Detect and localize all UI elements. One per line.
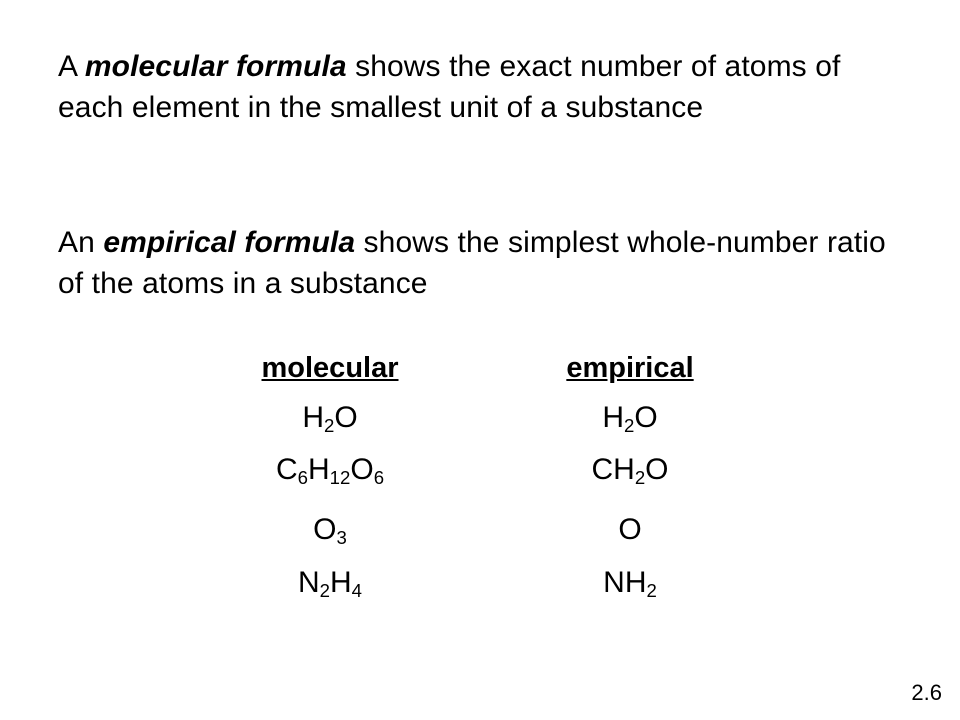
cell-molecular-formula [180,513,480,549]
table-row [180,453,800,489]
formula-symbol: CH [591,453,635,487]
column-header-empirical: empirical [566,352,694,384]
formula-subscript: 4 [351,579,363,601]
cell-empirical-formula [480,401,780,437]
paragraph-2-pre: An [58,226,104,259]
paragraph-empirical-formula [58,222,908,304]
formula-subscript: 6 [297,467,308,489]
formula-symbol: O [645,453,669,487]
formula-symbol: H [302,401,324,434]
table-row [180,513,800,549]
paragraph-molecular-formula [58,46,908,128]
formula-symbol: O [634,401,658,434]
paragraph-1-pre: A [58,50,85,83]
formula-symbol: C [275,453,298,487]
formula-symbol: NH [603,565,647,599]
formula-symbol: H [330,565,352,599]
formula-subscript: 2 [323,415,335,437]
formula-symbol: H [307,453,330,487]
formula-subscript: 2 [634,467,646,489]
formula-symbol: N [297,565,320,599]
cell-empirical-formula [480,513,780,547]
table-row [180,401,800,437]
formula-subscript: 2 [646,579,657,601]
formula-comparison-table [180,352,800,602]
formula-subscript: 12 [329,467,351,489]
cell-molecular-formula [180,453,480,489]
formula-symbol: H [602,401,624,434]
formula-symbol: O [618,513,642,547]
formula-subscript: 3 [336,527,347,549]
formula-symbol: O [350,453,374,487]
formula-subscript: 2 [319,579,330,601]
paragraph-1-post: shows the exact number of atoms of each element in the smallest unit of a substance [58,50,841,124]
table-header-row [180,352,800,385]
formula-symbol: O [313,513,337,547]
formula-subscript: 6 [373,467,385,489]
paragraph-1-emphasis: molecular formula [84,50,347,83]
page-number: 2.6 [911,680,942,705]
table-row [180,566,800,602]
paragraph-2-post: shows the simplest whole-number ratio of the atoms in a substance [58,226,886,300]
column-header-molecular: molecular [261,352,399,384]
cell-empirical-formula [480,566,780,602]
formula-symbol: O [334,401,358,434]
cell-molecular-formula [180,401,480,437]
formula-subscript: 2 [623,415,635,437]
paragraph-2-emphasis: empirical formula [103,226,356,259]
cell-molecular-formula [180,566,480,602]
cell-empirical-formula [480,453,780,489]
